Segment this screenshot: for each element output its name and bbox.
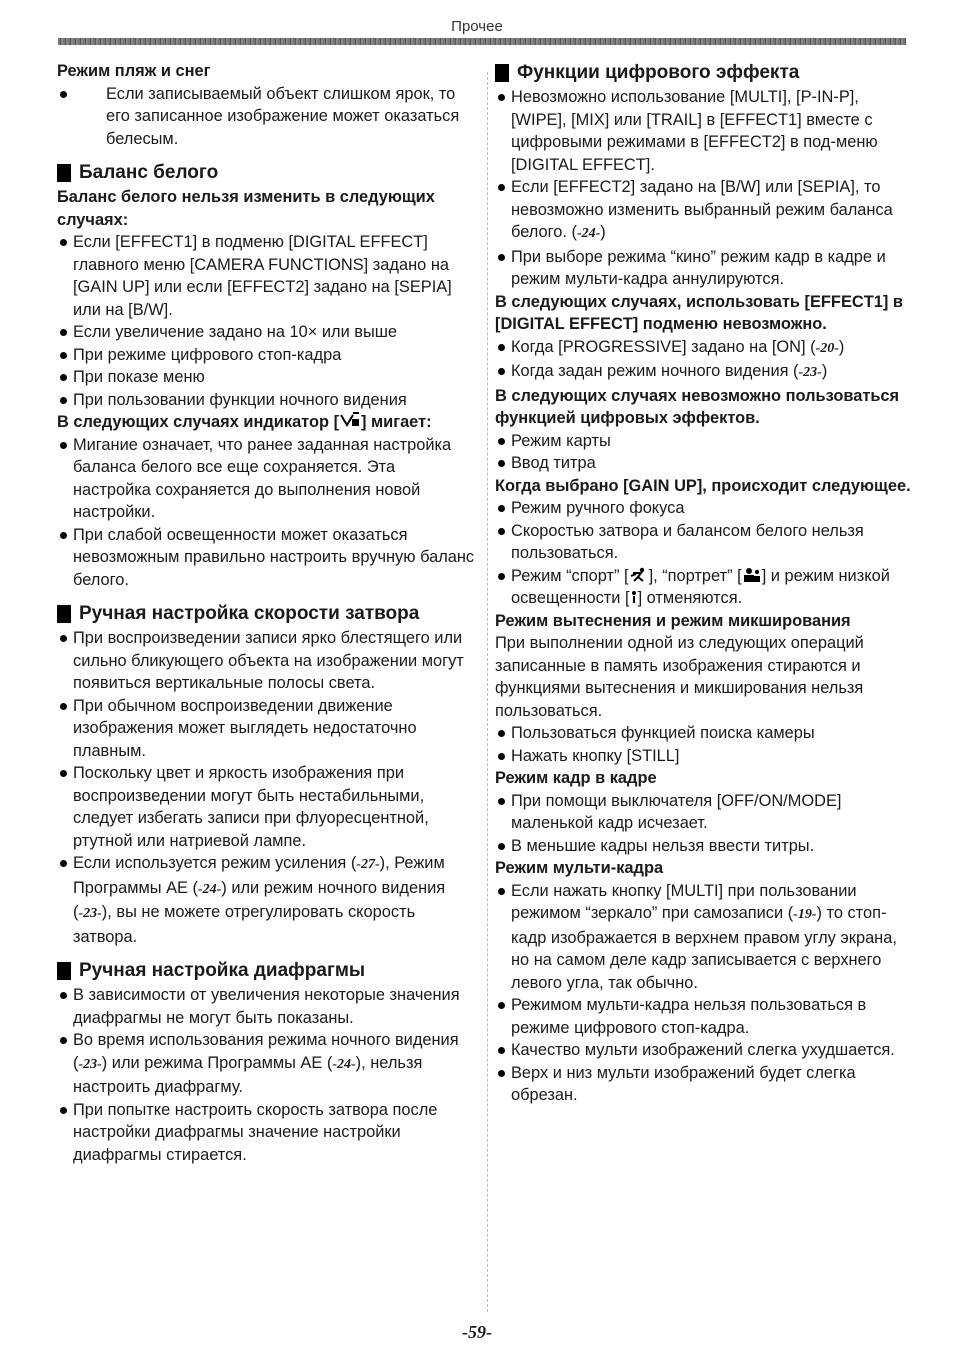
portrait-mode-icon	[742, 567, 762, 583]
digital-bullet-5: Когда задан режим ночного видения (-23-)	[495, 360, 915, 385]
low-light-mode-icon	[630, 589, 638, 605]
iris-bullet-2: Во время использования режима ночного видения (-23-) или режима Программы АЕ (-24-), нельзя настроить диафрагму.	[57, 1029, 477, 1099]
white-balance-bullet-3: При режиме цифрового стоп-кадра	[57, 344, 477, 367]
shutter-bullet-2: При обычном воспроизведении движение изображения может выглядеть недостаточно плавным.	[57, 695, 477, 763]
white-balance-bullet-4: При показе меню	[57, 366, 477, 389]
multi-bullet-2: Режимом мульти-кадра нельзя пользоваться в режиме цифрового стоп-кадра.	[495, 994, 915, 1039]
iris-bullet-3: При попытке настроить скорость затвора после настройки диафрагмы значение настройки диафрагмы стирается.	[57, 1099, 477, 1167]
section-marker-icon	[57, 164, 71, 182]
shutter-bullet-3: Поскольку цвет и яркость изображения при воспроизведении могут быть нестабильными, следует избегать записи при флуоресцентной, ртутной или натриевой лампе.	[57, 762, 477, 852]
digital-bullet-9: Скоростью затвора и балансом белого нельзя пользоваться.	[495, 520, 915, 565]
digital-bullet-7: Ввод титра	[495, 452, 915, 475]
section-marker-icon	[57, 605, 71, 623]
wipe-mix-bullet-2: Нажать кнопку [STILL]	[495, 745, 915, 768]
multi-bullet-4: Верх и низ мульти изображений будет слегка обрезан.	[495, 1062, 915, 1107]
digital-bullet-3: При выборе режима “кино” режим кадр в кадре и режим мульти-кадра аннулируются.	[495, 246, 915, 291]
right-column	[495, 60, 915, 1107]
pip-heading: Режим кадр в кадре	[495, 769, 657, 787]
digital-bullet-2: Если [EFFECT2] задано на [B/W] или [SEPIA], то невозможно изменить выбранный режим баланса белого. (-24-)	[495, 176, 915, 246]
digital-bullet-1: Невозможно использование [MULTI], [P-IN-P], [WIPE], [MIX] или [TRAIL] в [EFFECT1] вместе с цифровыми режимами в [EFFECT2] в под-меню [DIGITAL EFFECT].	[495, 86, 915, 176]
wipe-mix-bullet-1: Пользоваться функцией поиска камеры	[495, 722, 915, 745]
left-column	[57, 60, 477, 1166]
sports-mode-icon	[629, 567, 649, 583]
white-balance-bullet-1: Если [EFFECT1] в подменю [DIGITAL EFFECT] главного меню [CAMERA FUNCTIONS] задано на [GAIN UP] или если [EFFECT2] задано на [SEPIA] или на [B/W].	[57, 231, 477, 321]
white-balance-indicator-icon	[339, 411, 361, 429]
white-balance-title: Баланс белого	[57, 160, 477, 186]
section-marker-icon	[57, 962, 71, 980]
white-balance-bullet-7: При слабой освещенности может оказаться невозможным правильно настроить вручную баланс белого.	[57, 524, 477, 592]
column-divider	[487, 72, 488, 1312]
section-marker-icon	[495, 64, 509, 82]
multi-bullet-1: Если нажать кнопку [MULTI] при пользовании режимом “зеркало” при самозаписи (-19-) то стоп-кадр изображается в верхнем правом углу экрана, но на самом деле кадр записывается с верхнего левого угла, так обычно.	[495, 880, 915, 995]
page-header-title: Прочее	[451, 18, 503, 35]
digital-bullet-4: Когда [PROGRESSIVE] задано на [ON] (-20-)	[495, 336, 915, 361]
shutter-title: Ручная настройка скорости затвора	[57, 601, 477, 627]
white-balance-bullet-6: Мигание означает, что ранее заданная настройка баланса белого все еще сохраняется. Эта настройка сохраняется до выполнения новой настройки.	[57, 434, 477, 524]
white-balance-bullet-5: При пользовании функции ночного видения	[57, 389, 477, 412]
page-number: -59-	[462, 1322, 492, 1342]
wipe-mix-paragraph: При выполнении одной из следующих операций записанные в память изображения стираются и функциями вытеснения и микширования нельзя пользоваться.	[495, 634, 864, 720]
pip-bullet-1: При помощи выключателя [OFF/ON/MODE] маленькой кадр исчезает.	[495, 790, 915, 835]
shutter-bullet-4: Если используется режим усиления (-27-), Режим Программы АЕ (-24-) или режим ночного видения (-23-), вы не можете отрегулировать скорость затвора.	[57, 852, 477, 948]
digital-sub3: Когда выбрано [GAIN UP], происходит следующее.	[495, 476, 911, 495]
header-rule	[58, 38, 906, 45]
digital-sub2: В следующих случаях невозможно пользоваться функцией цифровых эффектов.	[495, 386, 900, 427]
white-balance-bullet-2: Если увеличение задано на 10× или выше	[57, 321, 477, 344]
white-balance-sub2: В следующих случаях индикатор [ ] мигает:	[57, 413, 432, 431]
multi-heading: Режим мульти-кадра	[495, 859, 664, 877]
beach-snow-heading: Режим пляж и снег	[57, 62, 211, 80]
iris-bullet-1: В зависимости от увеличения некоторые значения диафрагмы не могут быть показаны.	[57, 984, 477, 1029]
beach-bullet-1: Если записываемый объект слишком ярок, то его записанное изображение может оказаться белесым.	[57, 83, 477, 151]
shutter-bullet-1: При воспроизведении записи ярко блестящего или сильно бликующего объекта на изображении могут появиться вертикальные полосы света.	[57, 627, 477, 695]
digital-effect-title: Функции цифрового эффекта	[495, 60, 915, 86]
white-balance-sub1: Баланс белого нельзя изменить в следующих случаях:	[57, 188, 435, 229]
digital-sub1: В следующих случаях, использовать [EFFECT1] в [DIGITAL EFFECT] подменю невозможно.	[495, 292, 903, 333]
pip-bullet-2: В меньшие кадры нельзя ввести титры.	[495, 835, 915, 858]
digital-bullet-8: Режим ручного фокуса	[495, 497, 915, 520]
multi-bullet-3: Качество мульти изображений слегка ухудшается.	[495, 1039, 915, 1062]
wipe-mix-heading: Режим вытеснения и режим микширования	[495, 611, 851, 630]
digital-bullet-10: Режим “спорт” [ ], “портрет” [ ] и режим низкой освещенности [ ] отменяются.	[495, 565, 915, 610]
iris-title: Ручная настройка диафрагмы	[57, 958, 477, 984]
digital-bullet-6: Режим карты	[495, 430, 915, 453]
